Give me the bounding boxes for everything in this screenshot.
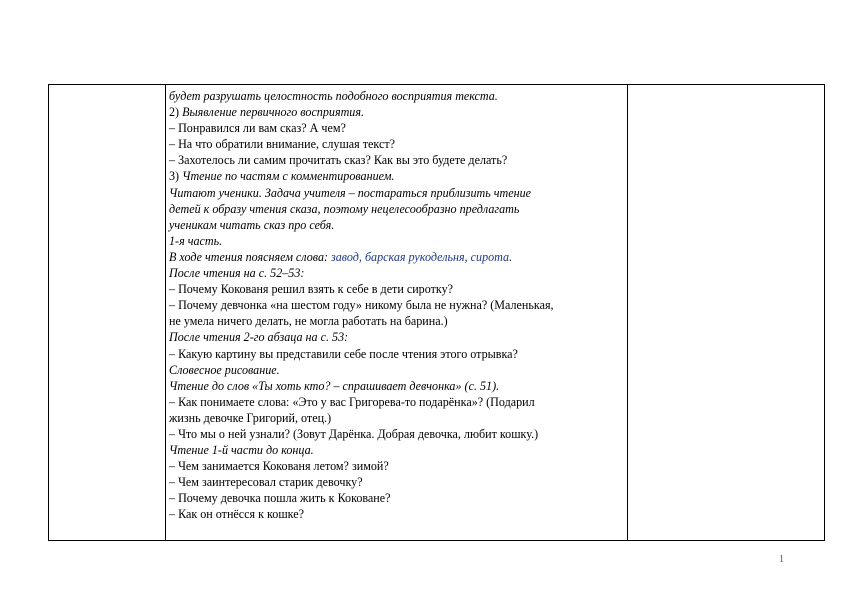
- text-line: – Чем заинтересовал старик девочку?: [169, 475, 363, 490]
- text-segment: 3): [169, 169, 183, 184]
- text-line: После чтения 2-го абзаца на с. 53:: [169, 330, 349, 345]
- text-line: жизнь девочке Григорий, отец.): [169, 410, 332, 425]
- text-segment: завод, барская рукодельня, сирота: [331, 249, 510, 264]
- text-line: – Почему Кокованя решил взять к себе в дети сиротку?: [169, 282, 454, 297]
- lesson-text: [166, 85, 627, 523]
- text-line: – Как понимаете слова: «Это у вас Григорева-то подарёнка»? (Подарил: [169, 394, 535, 409]
- text-line: [169, 168, 627, 184]
- text-segment: .: [509, 249, 513, 264]
- lesson-table: [48, 84, 825, 541]
- text-line: Словесное рисование.: [169, 362, 280, 377]
- text-segment: 2): [169, 105, 183, 120]
- text-line: – Как он отнёсся к кошке?: [169, 507, 304, 522]
- text-line: будет разрушать целостность подобного восприятия текста.: [169, 89, 498, 103]
- text-line: – Почему девчонка «на шестом году» никому была не нужна? (Маленькая,: [169, 298, 554, 313]
- text-line: [169, 104, 627, 120]
- text-line: – Какую картину вы представили себе после чтения этого отрывка?: [169, 346, 518, 361]
- table-column-left: [49, 85, 166, 540]
- text-line: не умела ничего делать, не могла работать на барина.): [169, 314, 448, 329]
- text-line: ученикам читать сказ про себя.: [169, 217, 335, 232]
- text-line: 1-я часть.: [169, 233, 223, 248]
- text-segment: В ходе чтения поясняем слова:: [169, 249, 332, 264]
- page-number: 1: [779, 554, 784, 565]
- text-line: детей к образу чтения сказа, поэтому нецелесообразно предлагать: [169, 201, 520, 216]
- text-line: – Почему девочка пошла жить к Коковане?: [169, 491, 391, 506]
- text-line: Чтение 1-й части до конца.: [169, 443, 314, 458]
- text-line: – Понравился ли вам сказ? А чем?: [169, 121, 346, 136]
- text-line: После чтения на с. 52–53:: [169, 266, 305, 281]
- text-line: – Захотелось ли самим прочитать сказ? Как вы это будете делать?: [169, 153, 508, 168]
- text-line: – На что обратили внимание, слушая текст?: [169, 137, 395, 152]
- text-line: Чтение до слов «Ты хоть кто? – спрашивает девчонка» (с. 51).: [169, 378, 500, 393]
- table-column-right: [628, 85, 824, 540]
- text-line: [169, 249, 627, 265]
- table-column-content: [166, 85, 628, 540]
- text-line: Читают ученики. Задача учителя – постараться приблизить чтение: [169, 185, 532, 200]
- text-segment: Чтение по частям с комментированием.: [182, 169, 395, 184]
- text-segment: Выявление первичного восприятия.: [182, 105, 364, 120]
- text-line: – Что мы о ней узнали? (Зовут Дарёнка. Добрая девочка, любит кошку.): [169, 426, 539, 441]
- text-line: – Чем занимается Кокованя летом? зимой?: [169, 459, 389, 474]
